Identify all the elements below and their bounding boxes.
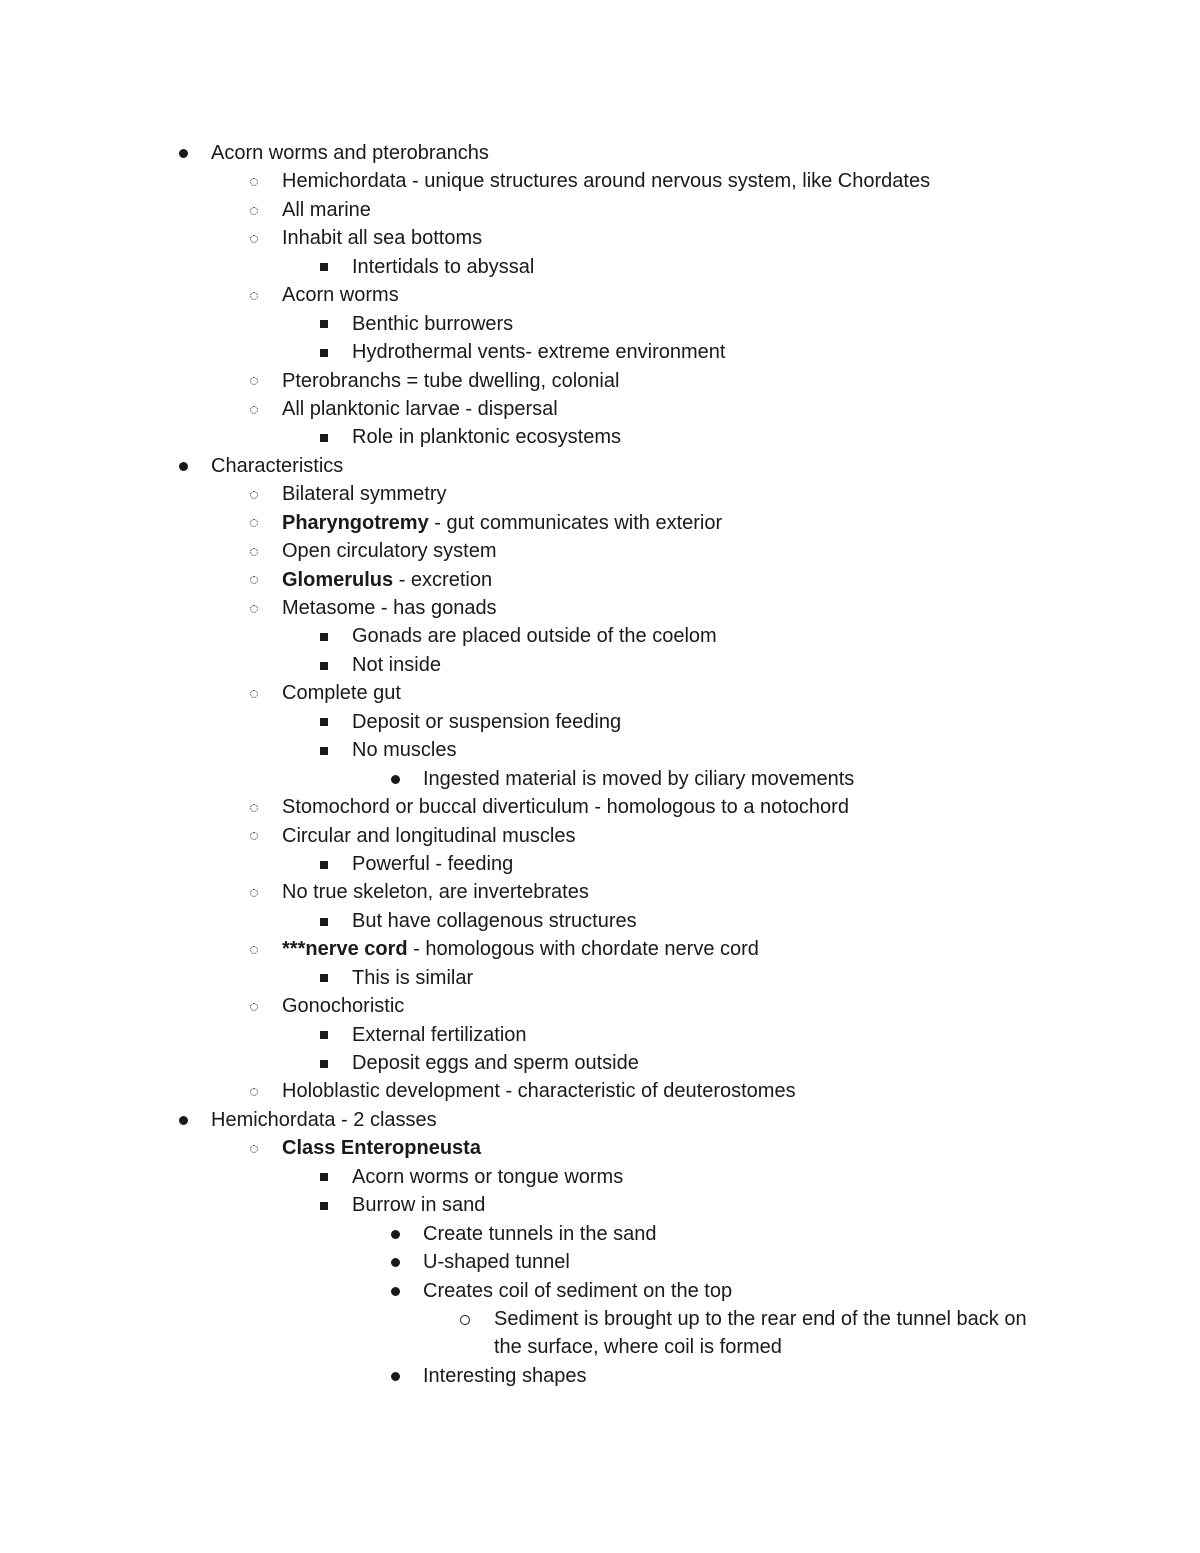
filled-circle-bullet [385, 1248, 405, 1276]
item-text: Interesting shapes [423, 1364, 587, 1387]
item-text: Acorn worms [282, 284, 399, 307]
list-item [0, 509, 1200, 537]
square-bullet [314, 736, 334, 764]
square-bullet [314, 964, 334, 992]
list-item [0, 167, 1200, 195]
item-text: - gut communicates with exterior [428, 511, 723, 534]
list-item [0, 765, 1200, 793]
hollow-circle-bullet [244, 679, 264, 707]
square-bullet [314, 708, 334, 736]
square-bullet [314, 1163, 334, 1191]
hollow-circle-bullet [244, 196, 264, 224]
list-item [0, 224, 1200, 252]
filled-circle-bullet [173, 1106, 193, 1134]
item-text: Complete gut [282, 682, 401, 705]
item-text: Sediment is brought up to the rear end of the tunnel back on the surface, where coil is formed [494, 1307, 1027, 1359]
item-text: Gonochoristic [282, 995, 405, 1018]
list-item [0, 822, 1200, 850]
hollow-circle-bullet [244, 167, 264, 195]
list-item [0, 310, 1200, 338]
list-item-text [423, 1248, 570, 1276]
item-text: Circular and longitudinal muscles [282, 824, 576, 847]
list-item-text [352, 850, 513, 878]
item-text: Deposit eggs and sperm outside [352, 1052, 639, 1074]
item-text: Creates coil of sediment on the top [423, 1279, 733, 1302]
bold-term: Pharyngotremy [282, 511, 429, 534]
list-item-text [282, 822, 575, 850]
list-item-text [211, 452, 343, 480]
item-text: Gonads are placed outside of the coelom [352, 625, 717, 648]
list-item [0, 395, 1200, 423]
list-item [0, 679, 1200, 707]
item-text: Characteristics [211, 454, 344, 477]
square-bullet [314, 1191, 334, 1219]
list-item-text [352, 622, 717, 650]
bold-term: ***nerve cord [282, 938, 408, 961]
list-item-text [423, 1220, 657, 1248]
list-item [0, 1134, 1200, 1162]
list-item [0, 850, 1200, 878]
item-text: But have collagenous structures [352, 909, 637, 932]
item-text: Holoblastic development - characteristic of deuterostomes [282, 1080, 796, 1103]
list-item [0, 1191, 1200, 1219]
list-item [0, 878, 1200, 906]
hollow-circle-bullet [244, 395, 264, 423]
list-item-text [282, 679, 401, 707]
square-bullet [314, 850, 334, 878]
filled-circle-bullet [385, 765, 405, 793]
list-item-text [282, 281, 399, 309]
hollow-circle-bullet [244, 594, 264, 622]
hollow-circle-bullet [244, 537, 264, 565]
list-item [0, 1220, 1200, 1248]
hollow-circle-bullet [244, 224, 264, 252]
square-bullet [314, 622, 334, 650]
list-item-text [352, 310, 513, 338]
hollow-circle-bullet [244, 367, 264, 395]
list-item-text [282, 480, 446, 508]
hollow-circle-bullet [244, 480, 264, 508]
list-item-text [282, 793, 849, 821]
list-item [0, 196, 1200, 224]
list-item [0, 537, 1200, 565]
list-item-text [352, 907, 637, 935]
list-item [0, 281, 1200, 309]
list-item [0, 1163, 1200, 1191]
list-item [0, 651, 1200, 679]
square-bullet [314, 338, 334, 366]
hollow-circle-bullet [244, 793, 264, 821]
list-item-text [282, 878, 589, 906]
filled-circle-bullet [385, 1277, 405, 1305]
item-text: Metasome - has gonads [282, 597, 497, 619]
filled-circle-bullet [385, 1362, 405, 1390]
list-item-text [282, 509, 722, 537]
item-text: This is similar [352, 966, 474, 989]
list-item [0, 1021, 1200, 1049]
list-item [0, 1277, 1200, 1305]
list-item [0, 708, 1200, 736]
list-item [0, 935, 1200, 963]
list-item-text [352, 1049, 639, 1077]
outline-list [0, 139, 1200, 1390]
list-item-text [282, 1134, 481, 1162]
notes-page [0, 139, 1200, 1390]
list-item-text [494, 1305, 1054, 1362]
item-text: Acorn worms and pterobranchs [211, 142, 489, 164]
list-item-text [211, 139, 489, 167]
item-text: Role in planktonic ecosystems [352, 426, 622, 449]
list-item-text [282, 935, 759, 963]
item-text: No true skeleton, are invertebrates [282, 881, 589, 904]
list-item [0, 423, 1200, 451]
item-text: Acorn worms or tongue worms [352, 1165, 624, 1188]
list-item [0, 793, 1200, 821]
item-text: U-shaped tunnel [423, 1251, 570, 1274]
item-text: Hemichordata - 2 classes [211, 1108, 437, 1131]
item-text: Deposit or suspension feeding [352, 710, 622, 733]
list-item-text [423, 1362, 586, 1390]
list-item-text [423, 1277, 732, 1305]
hollow-circle-bullet [244, 878, 264, 906]
item-text: No muscles [352, 739, 457, 762]
list-item-text [282, 167, 930, 195]
hollow-circle-bullet [244, 509, 264, 537]
list-item-text [282, 224, 482, 252]
item-text: Bilateral symmetry [282, 483, 447, 506]
list-item [0, 736, 1200, 764]
item-text: Inhabit all sea bottoms [282, 227, 483, 250]
square-bullet [314, 907, 334, 935]
list-item-text [282, 196, 371, 224]
ring-bullet [455, 1305, 475, 1333]
list-item-text [282, 992, 404, 1020]
list-item-text [352, 964, 473, 992]
list-item [0, 1049, 1200, 1077]
list-item [0, 992, 1200, 1020]
item-text: Pterobranchs = tube dwelling, colonial [282, 369, 620, 392]
list-item [0, 1305, 1200, 1362]
list-item-text [352, 423, 621, 451]
list-item [0, 566, 1200, 594]
square-bullet [314, 253, 334, 281]
filled-circle-bullet [385, 1220, 405, 1248]
list-item [0, 338, 1200, 366]
list-item [0, 253, 1200, 281]
list-item-text [352, 651, 441, 679]
bold-term: Class Enteropneusta [282, 1137, 481, 1160]
list-item-text [352, 736, 456, 764]
list-item [0, 622, 1200, 650]
list-item [0, 1362, 1200, 1390]
list-item-text [352, 1191, 485, 1219]
item-text: Burrow in sand [352, 1194, 486, 1217]
square-bullet [314, 423, 334, 451]
hollow-circle-bullet [244, 935, 264, 963]
item-text: Hemichordata - unique structures around nervous system, like Chordates [282, 170, 931, 193]
item-text: Create tunnels in the sand [423, 1222, 657, 1245]
filled-circle-bullet [173, 139, 193, 167]
list-item-text [352, 1021, 527, 1049]
item-text: Not inside [352, 653, 441, 676]
filled-circle-bullet [173, 452, 193, 480]
hollow-circle-bullet [244, 281, 264, 309]
square-bullet [314, 1049, 334, 1077]
item-text: Powerful - feeding [352, 852, 514, 875]
list-item-text [352, 338, 725, 366]
item-text: Ingested material is moved by ciliary movements [423, 767, 855, 790]
item-text: All planktonic larvae - dispersal [282, 397, 558, 420]
list-item-text [282, 537, 497, 565]
square-bullet [314, 651, 334, 679]
item-text: - excretion [393, 568, 493, 591]
item-text: Benthic burrowers [352, 312, 514, 335]
list-item [0, 452, 1200, 480]
item-text: All marine [282, 198, 371, 221]
list-item-text [352, 253, 534, 281]
list-item [0, 1106, 1200, 1134]
list-item-text [352, 708, 621, 736]
list-item-text [211, 1106, 437, 1134]
list-item-text [282, 1077, 796, 1105]
hollow-circle-bullet [244, 992, 264, 1020]
hollow-circle-bullet [244, 822, 264, 850]
list-item [0, 480, 1200, 508]
square-bullet [314, 1021, 334, 1049]
hollow-circle-bullet [244, 566, 264, 594]
hollow-circle-bullet [244, 1134, 264, 1162]
list-item-text [282, 395, 558, 423]
item-text: - homologous with chordate nerve cord [407, 938, 759, 961]
list-item [0, 1077, 1200, 1105]
item-text: Stomochord or buccal diverticulum - homologous to a notochord [282, 796, 849, 819]
list-item-text [282, 367, 619, 395]
item-text: Hydrothermal vents- extreme environment [352, 341, 726, 364]
list-item [0, 907, 1200, 935]
list-item [0, 964, 1200, 992]
list-item-text [352, 1163, 623, 1191]
list-item-text [282, 566, 492, 594]
item-text: External fertilization [352, 1023, 527, 1046]
bold-term: Glomerulus [282, 568, 394, 591]
item-text: Intertidals to abyssal [352, 255, 535, 278]
square-bullet [314, 310, 334, 338]
list-item [0, 367, 1200, 395]
list-item [0, 139, 1200, 167]
list-item-text [282, 594, 497, 622]
hollow-circle-bullet [244, 1077, 264, 1105]
item-text: Open circulatory system [282, 540, 497, 563]
list-item [0, 594, 1200, 622]
list-item-text [423, 765, 854, 793]
list-item [0, 1248, 1200, 1276]
